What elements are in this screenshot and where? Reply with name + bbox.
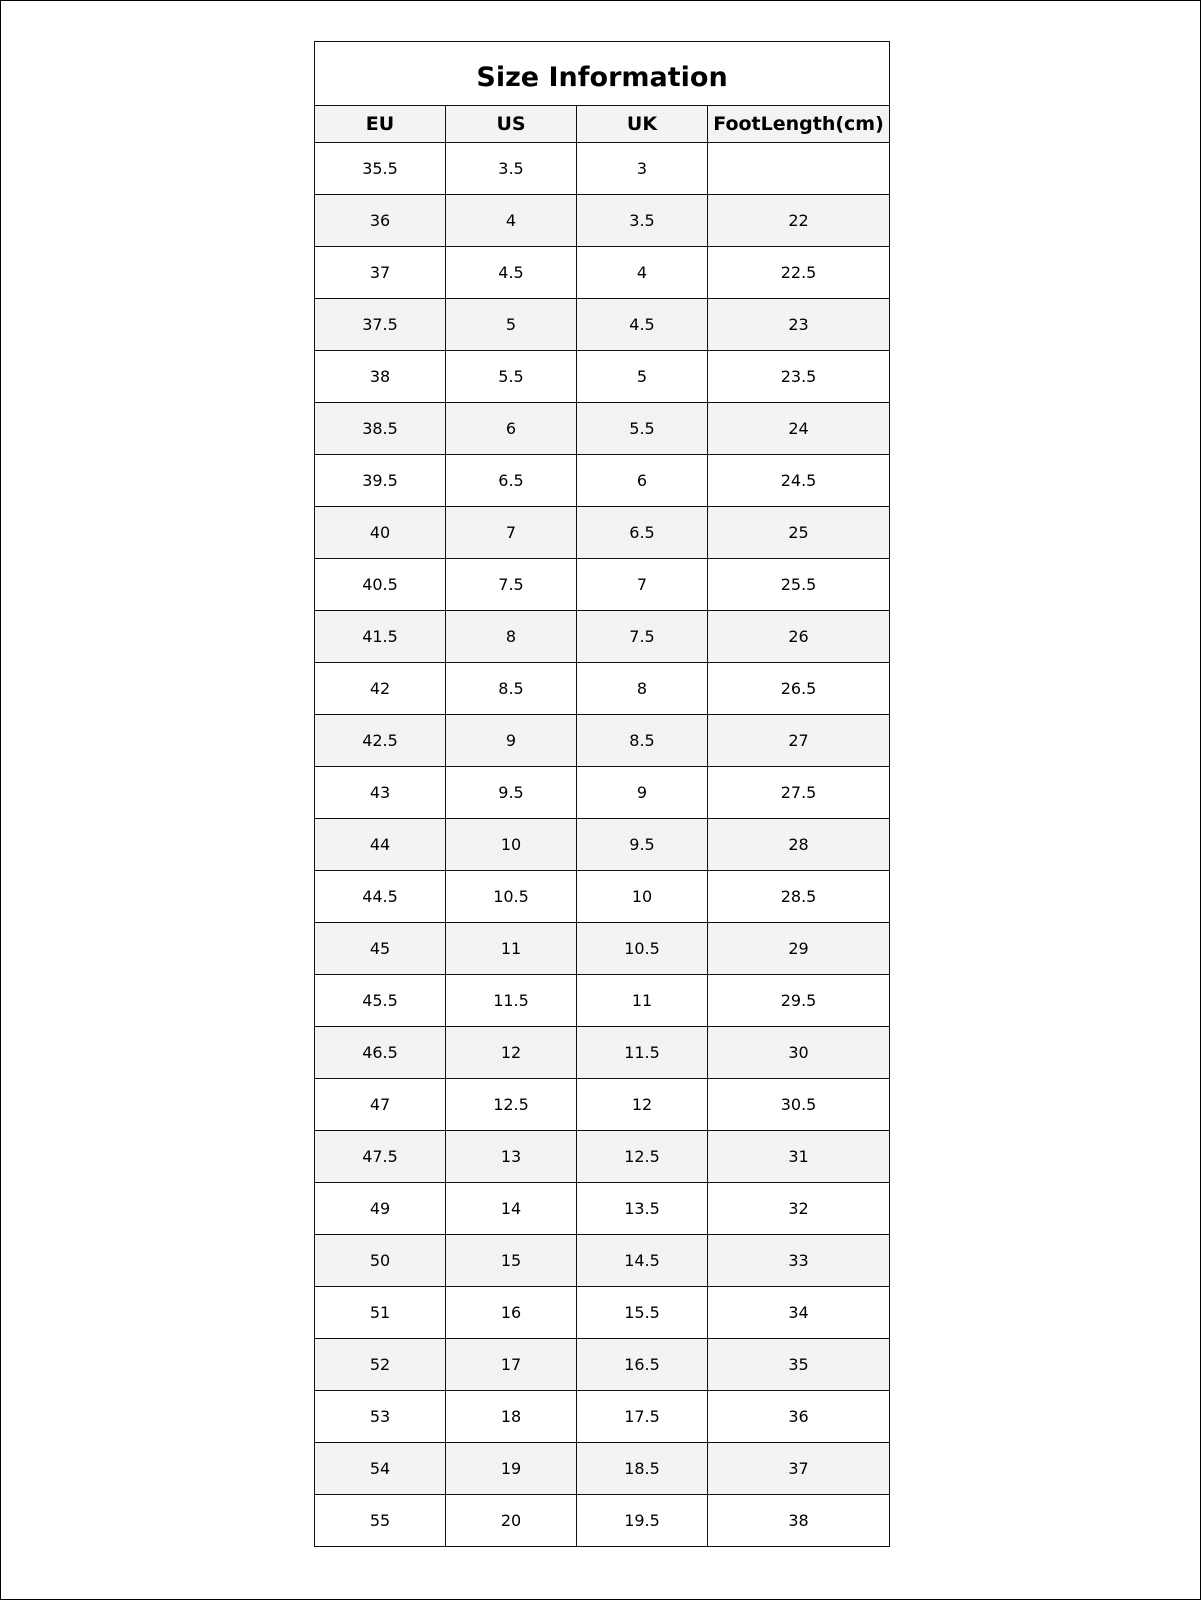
cell-us: 12.5 [446, 1079, 577, 1131]
cell-foot-length: 28 [708, 819, 890, 871]
cell-eu: 40.5 [315, 559, 446, 611]
cell-eu: 50 [315, 1235, 446, 1287]
cell-us: 18 [446, 1391, 577, 1443]
cell-us: 12 [446, 1027, 577, 1079]
cell-foot-length: 35 [708, 1339, 890, 1391]
cell-foot-length: 22.5 [708, 247, 890, 299]
cell-eu: 38 [315, 351, 446, 403]
cell-eu: 38.5 [315, 403, 446, 455]
cell-uk: 6.5 [577, 507, 708, 559]
cell-foot-length: 33 [708, 1235, 890, 1287]
cell-us: 19 [446, 1443, 577, 1495]
cell-us: 16 [446, 1287, 577, 1339]
cell-uk: 10.5 [577, 923, 708, 975]
cell-eu: 39.5 [315, 455, 446, 507]
cell-eu: 37.5 [315, 299, 446, 351]
cell-eu: 51 [315, 1287, 446, 1339]
column-header-uk: UK [577, 106, 708, 143]
table-row [315, 975, 890, 1027]
cell-eu: 36 [315, 195, 446, 247]
table-row [315, 819, 890, 871]
cell-foot-length: 26.5 [708, 663, 890, 715]
table-body [315, 143, 890, 1547]
cell-uk: 17.5 [577, 1391, 708, 1443]
cell-uk: 14.5 [577, 1235, 708, 1287]
table-row [315, 663, 890, 715]
cell-us: 3.5 [446, 143, 577, 195]
cell-eu: 47.5 [315, 1131, 446, 1183]
cell-eu: 44.5 [315, 871, 446, 923]
cell-foot-length: 22 [708, 195, 890, 247]
cell-foot-length: 37 [708, 1443, 890, 1495]
table-row [315, 507, 890, 559]
cell-uk: 9.5 [577, 819, 708, 871]
column-header-eu: EU [315, 106, 446, 143]
cell-foot-length: 23 [708, 299, 890, 351]
cell-eu: 35.5 [315, 143, 446, 195]
cell-uk: 12.5 [577, 1131, 708, 1183]
cell-foot-length: 23.5 [708, 351, 890, 403]
cell-foot-length: 24 [708, 403, 890, 455]
table-row [315, 767, 890, 819]
cell-foot-length: 25.5 [708, 559, 890, 611]
cell-foot-length: 27.5 [708, 767, 890, 819]
cell-uk: 8.5 [577, 715, 708, 767]
column-header-foot-length: FootLength(cm) [708, 106, 890, 143]
cell-us: 9.5 [446, 767, 577, 819]
cell-eu: 46.5 [315, 1027, 446, 1079]
cell-us: 13 [446, 1131, 577, 1183]
table-row [315, 1495, 890, 1547]
table-title: Size Information [315, 42, 890, 106]
table-row [315, 1339, 890, 1391]
cell-uk: 16.5 [577, 1339, 708, 1391]
cell-us: 8.5 [446, 663, 577, 715]
cell-uk: 5.5 [577, 403, 708, 455]
cell-eu: 44 [315, 819, 446, 871]
cell-uk: 12 [577, 1079, 708, 1131]
cell-us: 15 [446, 1235, 577, 1287]
cell-eu: 45 [315, 923, 446, 975]
cell-foot-length: 36 [708, 1391, 890, 1443]
cell-us: 4.5 [446, 247, 577, 299]
table-row [315, 403, 890, 455]
cell-uk: 9 [577, 767, 708, 819]
cell-eu: 52 [315, 1339, 446, 1391]
cell-foot-length: 34 [708, 1287, 890, 1339]
cell-uk: 8 [577, 663, 708, 715]
cell-eu: 37 [315, 247, 446, 299]
cell-foot-length: 38 [708, 1495, 890, 1547]
cell-eu: 47 [315, 1079, 446, 1131]
cell-foot-length: 29.5 [708, 975, 890, 1027]
cell-us: 9 [446, 715, 577, 767]
table-row [315, 195, 890, 247]
cell-us: 20 [446, 1495, 577, 1547]
table-row [315, 1079, 890, 1131]
table-row [315, 143, 890, 195]
column-header-us: US [446, 106, 577, 143]
cell-uk: 7.5 [577, 611, 708, 663]
cell-uk: 6 [577, 455, 708, 507]
cell-us: 11 [446, 923, 577, 975]
cell-us: 5 [446, 299, 577, 351]
cell-foot-length: 27 [708, 715, 890, 767]
cell-us: 7.5 [446, 559, 577, 611]
cell-eu: 40 [315, 507, 446, 559]
cell-us: 4 [446, 195, 577, 247]
cell-uk: 18.5 [577, 1443, 708, 1495]
cell-uk: 7 [577, 559, 708, 611]
cell-eu: 54 [315, 1443, 446, 1495]
cell-eu: 42.5 [315, 715, 446, 767]
table-row [315, 1287, 890, 1339]
size-chart-table [314, 41, 890, 1547]
cell-foot-length: 26 [708, 611, 890, 663]
table-row [315, 351, 890, 403]
table-row [315, 1235, 890, 1287]
cell-us: 8 [446, 611, 577, 663]
table-row [315, 1131, 890, 1183]
table-row [315, 715, 890, 767]
cell-uk: 4.5 [577, 299, 708, 351]
table-row [315, 1183, 890, 1235]
cell-us: 6 [446, 403, 577, 455]
cell-us: 14 [446, 1183, 577, 1235]
cell-uk: 5 [577, 351, 708, 403]
cell-eu: 49 [315, 1183, 446, 1235]
cell-us: 7 [446, 507, 577, 559]
table-row [315, 923, 890, 975]
cell-us: 17 [446, 1339, 577, 1391]
header-row [315, 106, 890, 143]
cell-us: 10 [446, 819, 577, 871]
table-row [315, 455, 890, 507]
cell-foot-length: 29 [708, 923, 890, 975]
cell-uk: 11 [577, 975, 708, 1027]
cell-foot-length: 24.5 [708, 455, 890, 507]
cell-eu: 41.5 [315, 611, 446, 663]
table-row [315, 611, 890, 663]
cell-foot-length: 31 [708, 1131, 890, 1183]
cell-uk: 11.5 [577, 1027, 708, 1079]
table-row [315, 247, 890, 299]
cell-eu: 45.5 [315, 975, 446, 1027]
cell-uk: 3 [577, 143, 708, 195]
cell-uk: 19.5 [577, 1495, 708, 1547]
cell-foot-length: 32 [708, 1183, 890, 1235]
cell-us: 6.5 [446, 455, 577, 507]
cell-foot-length [708, 143, 890, 195]
cell-eu: 42 [315, 663, 446, 715]
cell-uk: 4 [577, 247, 708, 299]
cell-foot-length: 30.5 [708, 1079, 890, 1131]
cell-eu: 55 [315, 1495, 446, 1547]
cell-uk: 15.5 [577, 1287, 708, 1339]
table-row [315, 559, 890, 611]
table-row [315, 1443, 890, 1495]
table-row [315, 871, 890, 923]
cell-foot-length: 25 [708, 507, 890, 559]
cell-us: 11.5 [446, 975, 577, 1027]
table-row [315, 1391, 890, 1443]
cell-eu: 43 [315, 767, 446, 819]
table-row [315, 1027, 890, 1079]
cell-uk: 10 [577, 871, 708, 923]
cell-uk: 13.5 [577, 1183, 708, 1235]
cell-us: 5.5 [446, 351, 577, 403]
cell-eu: 53 [315, 1391, 446, 1443]
cell-foot-length: 28.5 [708, 871, 890, 923]
cell-us: 10.5 [446, 871, 577, 923]
cell-uk: 3.5 [577, 195, 708, 247]
cell-foot-length: 30 [708, 1027, 890, 1079]
table-row [315, 299, 890, 351]
